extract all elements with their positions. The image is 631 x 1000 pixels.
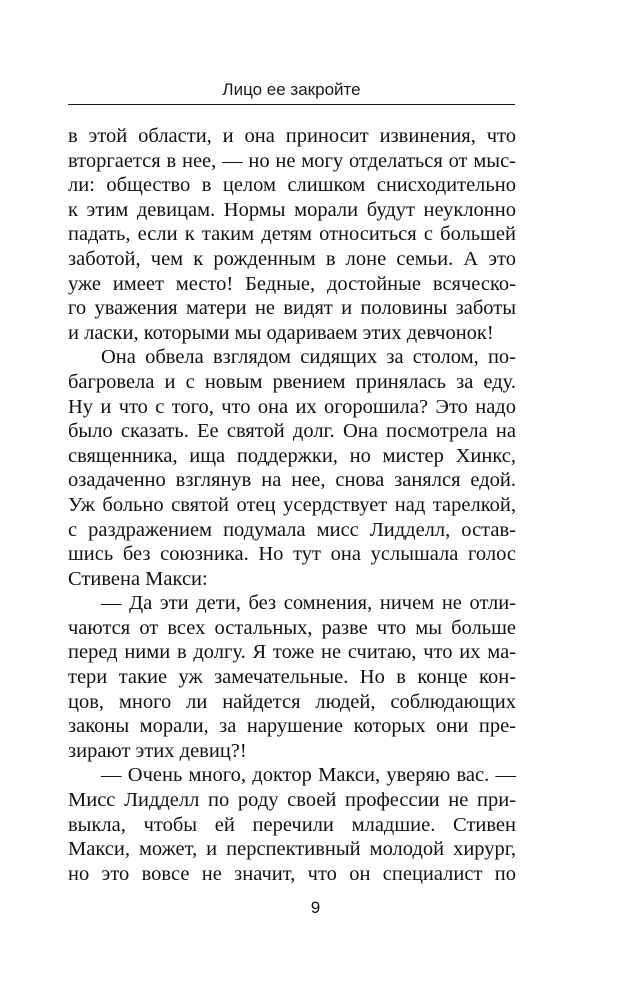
text-line: шись без союзника. Но тут она услышала голос — [68, 543, 516, 566]
text-line: ли: общество в целом слишком снисходительно — [68, 174, 516, 197]
text-line: но это вовсе не значит, что он специалист по — [68, 862, 516, 885]
paragraph-first-line: — Да эти дети, без сомнения, ничем не отли- — [101, 592, 516, 615]
text-line: и ласки, которыми мы одариваем этих девчонок! — [68, 321, 494, 344]
text-line: го уважения матери не видят и половины заботы — [68, 297, 516, 320]
text-line: выкла, чтобы ей перечили младшие. Стивен — [68, 813, 516, 836]
header-rule — [68, 104, 515, 105]
text-line: к этим девицам. Нормы морали будут неуклонно — [68, 198, 516, 221]
text-line: перед ними в долгу. Я тоже не считаю, что их ма- — [68, 641, 516, 664]
paragraph-first-line: Она обвела взглядом сидящих за столом, по- — [101, 346, 516, 369]
text-line: уже имеет место! Бедные, достойные всяческо- — [68, 272, 516, 295]
text-line: священника, ища поддержки, но мистер Хинкс, — [68, 444, 516, 467]
text-line: было сказать. Ее святой долг. Она посмотрела на — [68, 420, 516, 443]
text-line: Уж больно святой отец усердствует над тарелкой, — [68, 493, 516, 516]
text-line: падать, если к таким детям относиться с большей — [68, 223, 516, 246]
text-line: заботой, чем к рожденным в лоне семьи. А это — [68, 247, 516, 270]
text-line: Ну и что с того, что она их огорошила? Это надо — [68, 395, 516, 418]
text-line: багровела и с новым рвением принялась за еду. — [68, 370, 516, 393]
page-number: 9 — [310, 898, 321, 917]
text-line: озадаченно взглянув на нее, снова занялся едой. — [68, 469, 516, 492]
text-line: в этой области, и она приносит извинения, что — [68, 125, 516, 147]
text-line: с раздражением подумала мисс Лидделл, остав- — [68, 518, 516, 541]
text-line: чаются от всех остальных, разве что мы больше — [68, 616, 516, 639]
text-line: цов, много ли найдется людей, соблюдающих — [68, 690, 516, 713]
text-line: Макси, может, и перспективный молодой хирург, — [68, 838, 516, 861]
text-line: законы морали, за нарушение которых они пре- — [68, 715, 516, 738]
paragraph-first-line: — Очень много, доктор Макси, уверяю вас. — — [101, 764, 516, 787]
running-header: Лицо ее закройте — [222, 80, 361, 99]
text-line: Стивена Макси: — [68, 567, 208, 590]
text-line: тери такие уж замечательные. Но в конце кон- — [68, 666, 516, 689]
text-line: зирают этих девиц?! — [68, 739, 247, 762]
text-line: вторгается в нее, — но не могу отделаться от мыс- — [68, 149, 516, 172]
text-line: Мисс Лидделл по роду своей профессии не при- — [68, 789, 516, 812]
body-text — [68, 124, 516, 886]
